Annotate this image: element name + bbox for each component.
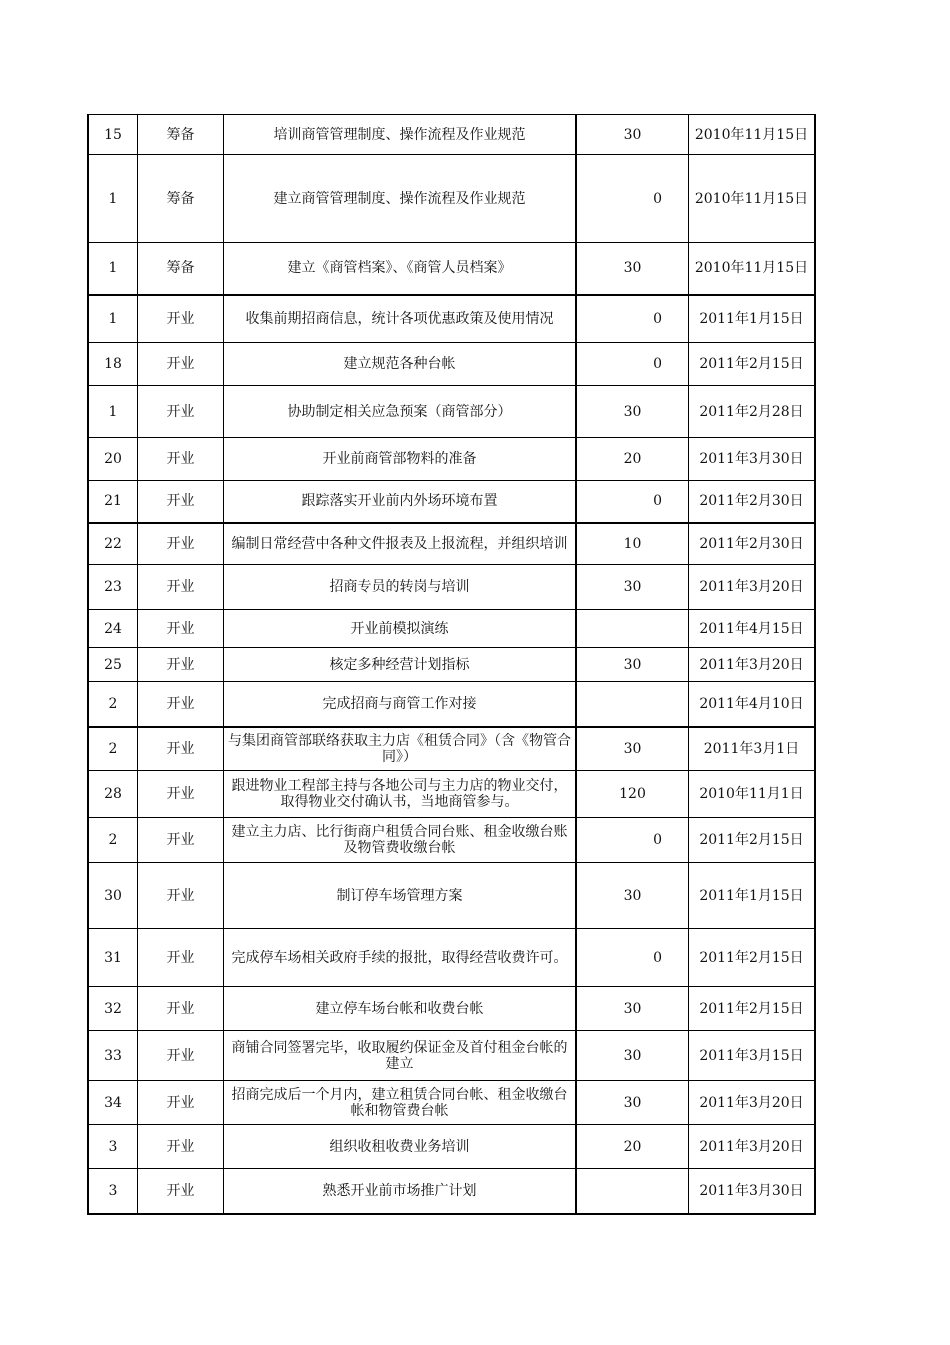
phase-cell: 开业 bbox=[138, 481, 224, 523]
row-number-cell: 24 bbox=[88, 610, 138, 648]
row-number-cell: 1 bbox=[88, 243, 138, 295]
due-date-cell: 2011年2月30日 bbox=[689, 523, 816, 565]
row-number-cell: 32 bbox=[88, 987, 138, 1031]
days-cell: 0 bbox=[576, 295, 689, 343]
phase-cell: 开业 bbox=[138, 386, 224, 438]
task-cell: 编制日常经营中各种文件报表及上报流程，并组织培训 bbox=[224, 523, 577, 565]
phase-cell: 开业 bbox=[138, 438, 224, 481]
days-cell: 10 bbox=[576, 523, 689, 565]
days-cell bbox=[576, 1169, 689, 1214]
table-row bbox=[88, 115, 815, 155]
phase-cell: 开业 bbox=[138, 295, 224, 343]
table-row bbox=[88, 1169, 815, 1214]
phase-cell: 筹备 bbox=[138, 115, 224, 155]
table-row bbox=[88, 1031, 815, 1081]
due-date-cell: 2011年2月15日 bbox=[689, 929, 816, 987]
table-row bbox=[88, 987, 815, 1031]
days-cell: 20 bbox=[576, 438, 689, 481]
due-date-cell: 2011年3月15日 bbox=[689, 1031, 816, 1081]
task-cell: 核定多种经营计划指标 bbox=[224, 648, 577, 682]
phase-cell: 开业 bbox=[138, 818, 224, 863]
table-row bbox=[88, 295, 815, 343]
task-cell: 招商完成后一个月内，建立租赁合同台帐、租金收缴台帐和物管费台帐 bbox=[224, 1081, 577, 1125]
task-cell: 开业前模拟演练 bbox=[224, 610, 577, 648]
task-cell: 培训商管管理制度、操作流程及作业规范 bbox=[224, 115, 577, 155]
task-cell: 收集前期招商信息，统计各项优惠政策及使用情况 bbox=[224, 295, 577, 343]
row-number-cell: 30 bbox=[88, 863, 138, 929]
table-row bbox=[88, 727, 815, 771]
table-row bbox=[88, 243, 815, 295]
phase-cell: 开业 bbox=[138, 648, 224, 682]
task-cell: 建立规范各种台帐 bbox=[224, 343, 577, 386]
days-cell: 0 bbox=[576, 155, 689, 243]
row-number-cell: 2 bbox=[88, 818, 138, 863]
row-number-cell: 1 bbox=[88, 386, 138, 438]
days-cell: 120 bbox=[576, 771, 689, 818]
days-cell: 0 bbox=[576, 481, 689, 523]
task-cell: 建立商管管理制度、操作流程及作业规范 bbox=[224, 155, 577, 243]
task-cell: 建立停车场台帐和收费台帐 bbox=[224, 987, 577, 1031]
phase-cell: 开业 bbox=[138, 929, 224, 987]
phase-cell: 开业 bbox=[138, 1169, 224, 1214]
due-date-cell: 2010年11月15日 bbox=[689, 115, 816, 155]
table-row bbox=[88, 438, 815, 481]
table-row bbox=[88, 1125, 815, 1169]
row-number-cell: 2 bbox=[88, 682, 138, 727]
row-number-cell: 22 bbox=[88, 523, 138, 565]
due-date-cell: 2011年3月30日 bbox=[689, 1169, 816, 1214]
row-number-cell: 33 bbox=[88, 1031, 138, 1081]
table-row bbox=[88, 648, 815, 682]
phase-cell: 筹备 bbox=[138, 243, 224, 295]
row-number-cell: 25 bbox=[88, 648, 138, 682]
table-row bbox=[88, 929, 815, 987]
due-date-cell: 2011年1月15日 bbox=[689, 863, 816, 929]
table-row bbox=[88, 610, 815, 648]
due-date-cell: 2011年2月15日 bbox=[689, 818, 816, 863]
task-schedule-table bbox=[87, 114, 816, 1215]
table-row bbox=[88, 863, 815, 929]
due-date-cell: 2011年3月1日 bbox=[689, 727, 816, 771]
task-cell: 跟踪落实开业前内外场环境布置 bbox=[224, 481, 577, 523]
due-date-cell: 2011年3月20日 bbox=[689, 1081, 816, 1125]
task-cell: 建立主力店、比行街商户租赁合同台账、租金收缴台账及物管费收缴台帐 bbox=[224, 818, 577, 863]
row-number-cell: 18 bbox=[88, 343, 138, 386]
days-cell: 30 bbox=[576, 565, 689, 610]
days-cell: 0 bbox=[576, 343, 689, 386]
table-row bbox=[88, 565, 815, 610]
phase-cell: 开业 bbox=[138, 523, 224, 565]
phase-cell: 开业 bbox=[138, 682, 224, 727]
task-cell: 熟悉开业前市场推广计划 bbox=[224, 1169, 577, 1214]
days-cell bbox=[576, 610, 689, 648]
phase-cell: 开业 bbox=[138, 565, 224, 610]
phase-cell: 筹备 bbox=[138, 155, 224, 243]
row-number-cell: 3 bbox=[88, 1125, 138, 1169]
due-date-cell: 2011年2月28日 bbox=[689, 386, 816, 438]
task-cell: 跟进物业工程部主持与各地公司与主力店的物业交付，取得物业交付确认书，当地商管参与。 bbox=[224, 771, 577, 818]
phase-cell: 开业 bbox=[138, 987, 224, 1031]
days-cell: 30 bbox=[576, 987, 689, 1031]
task-cell: 开业前商管部物料的准备 bbox=[224, 438, 577, 481]
table-body bbox=[88, 115, 815, 1214]
days-cell: 0 bbox=[576, 818, 689, 863]
task-cell: 建立《商管档案》、《商管人员档案》 bbox=[224, 243, 577, 295]
task-cell: 制订停车场管理方案 bbox=[224, 863, 577, 929]
days-cell: 30 bbox=[576, 115, 689, 155]
table-row bbox=[88, 818, 815, 863]
due-date-cell: 2010年11月15日 bbox=[689, 243, 816, 295]
row-number-cell: 34 bbox=[88, 1081, 138, 1125]
row-number-cell: 28 bbox=[88, 771, 138, 818]
days-cell bbox=[576, 682, 689, 727]
table-row bbox=[88, 481, 815, 523]
days-cell: 30 bbox=[576, 863, 689, 929]
row-number-cell: 21 bbox=[88, 481, 138, 523]
days-cell: 30 bbox=[576, 243, 689, 295]
table-row bbox=[88, 155, 815, 243]
row-number-cell: 2 bbox=[88, 727, 138, 771]
row-number-cell: 20 bbox=[88, 438, 138, 481]
row-number-cell: 15 bbox=[88, 115, 138, 155]
due-date-cell: 2011年2月30日 bbox=[689, 481, 816, 523]
table-row bbox=[88, 682, 815, 727]
due-date-cell: 2011年3月30日 bbox=[689, 438, 816, 481]
phase-cell: 开业 bbox=[138, 771, 224, 818]
days-cell: 30 bbox=[576, 648, 689, 682]
task-cell: 协助制定相关应急预案（商管部分） bbox=[224, 386, 577, 438]
phase-cell: 开业 bbox=[138, 863, 224, 929]
row-number-cell: 1 bbox=[88, 295, 138, 343]
due-date-cell: 2011年1月15日 bbox=[689, 295, 816, 343]
phase-cell: 开业 bbox=[138, 1031, 224, 1081]
task-cell: 组织收租收费业务培训 bbox=[224, 1125, 577, 1169]
table-row bbox=[88, 523, 815, 565]
row-number-cell: 31 bbox=[88, 929, 138, 987]
days-cell: 30 bbox=[576, 386, 689, 438]
task-cell: 与集团商管部联络获取主力店《租赁合同》（含《物管合同》） bbox=[224, 727, 577, 771]
table-row bbox=[88, 343, 815, 386]
task-cell: 招商专员的转岗与培训 bbox=[224, 565, 577, 610]
due-date-cell: 2010年11月15日 bbox=[689, 155, 816, 243]
due-date-cell: 2010年11月1日 bbox=[689, 771, 816, 818]
days-cell: 30 bbox=[576, 727, 689, 771]
task-cell: 完成招商与商管工作对接 bbox=[224, 682, 577, 727]
due-date-cell: 2011年4月10日 bbox=[689, 682, 816, 727]
row-number-cell: 1 bbox=[88, 155, 138, 243]
table-row bbox=[88, 1081, 815, 1125]
days-cell: 0 bbox=[576, 929, 689, 987]
table-row bbox=[88, 386, 815, 438]
due-date-cell: 2011年3月20日 bbox=[689, 565, 816, 610]
task-cell: 完成停车场相关政府手续的报批，取得经营收费许可。 bbox=[224, 929, 577, 987]
task-cell: 商铺合同签署完毕，收取履约保证金及首付租金台帐的建立 bbox=[224, 1031, 577, 1081]
days-cell: 30 bbox=[576, 1031, 689, 1081]
due-date-cell: 2011年3月20日 bbox=[689, 1125, 816, 1169]
table-row bbox=[88, 771, 815, 818]
due-date-cell: 2011年2月15日 bbox=[689, 343, 816, 386]
phase-cell: 开业 bbox=[138, 343, 224, 386]
due-date-cell: 2011年3月20日 bbox=[689, 648, 816, 682]
days-cell: 20 bbox=[576, 1125, 689, 1169]
due-date-cell: 2011年2月15日 bbox=[689, 987, 816, 1031]
phase-cell: 开业 bbox=[138, 610, 224, 648]
row-number-cell: 23 bbox=[88, 565, 138, 610]
phase-cell: 开业 bbox=[138, 727, 224, 771]
due-date-cell: 2011年4月15日 bbox=[689, 610, 816, 648]
row-number-cell: 3 bbox=[88, 1169, 138, 1214]
phase-cell: 开业 bbox=[138, 1081, 224, 1125]
days-cell: 30 bbox=[576, 1081, 689, 1125]
phase-cell: 开业 bbox=[138, 1125, 224, 1169]
